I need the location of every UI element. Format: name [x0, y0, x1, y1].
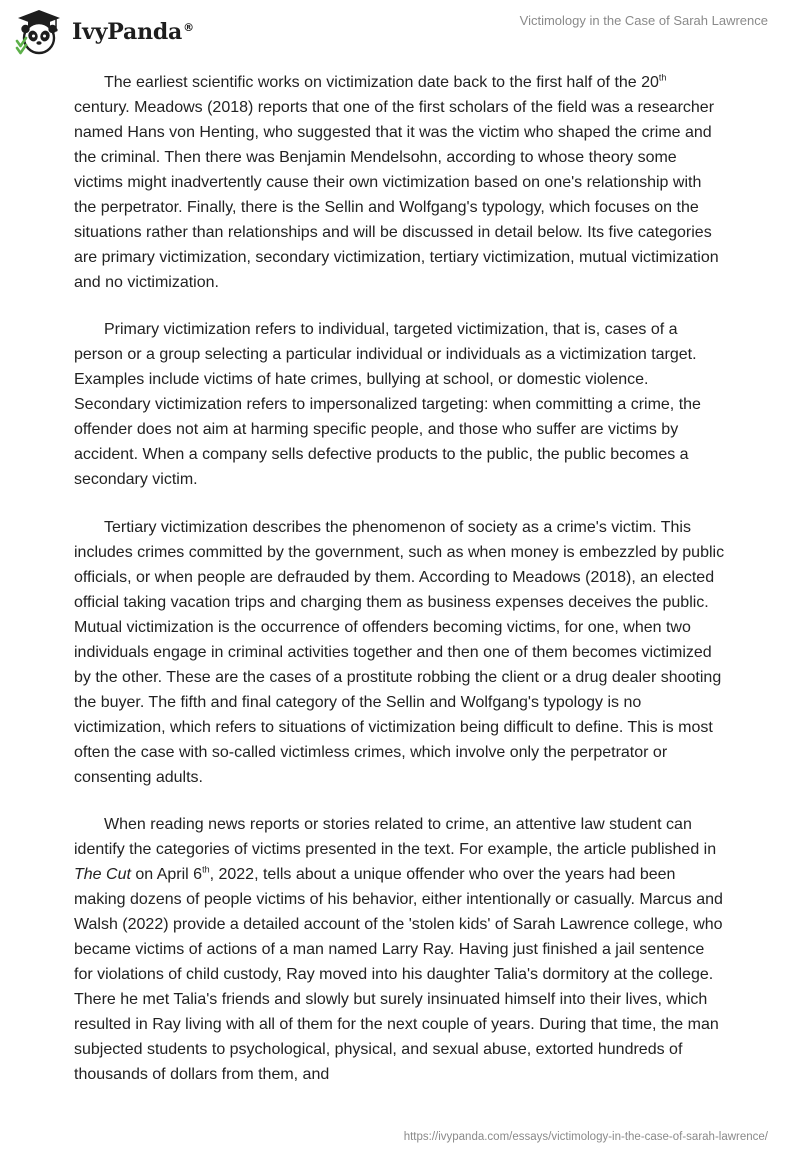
- body-paragraph: [74, 317, 726, 492]
- paragraph-text: Tertiary victimization describes the phenomenon of society as a crime's victim. This includes crimes committed by the government, such as when money is embezzled by public officials, or when people are defrauded by them. According to Meadows (2018), an elected official taking vacation trips and charging them as business expenses deceives the public. Mutual victimization is the occurrence of offenders becoming victims, for one, when two individuals engage in criminal activities together and then one of them becomes victimized by the other. These are the cases of a prostitute robbing the client or a drug dealer shooting the buyer. The fifth and final category of the Sellin and Wolfgang's typology is no victimization, which refers to situations of victimization being difficult to define. This is most often the case with so-called victimless crimes, which involve only the perpetrator or consenting adults.: [74, 518, 725, 786]
- paragraph-text: , 2022, tells about a unique offender who over the years had been making dozens of people victims of his behavior, either intentionally or casually. Marcus and Walsh (2022) provide a detailed account of the 'stolen kids' of Sarah Lawrence college, who became victims of actions of a man named Larry Ray. Having just finished a jail sentence for violations of child custody, Ray moved into his daughter Talia's dormitory at the college. There he met Talia's friends and slowly but surely insinuated himself into their lives, which resulted in Ray living with all of them for the next couple of years. During that time, the man subjected students to psychological, physical, and sexual abuse, extorted hundreds of thousands of dollars from them, and: [74, 866, 723, 1084]
- body-paragraph: [74, 812, 726, 1087]
- page-header: [0, 0, 800, 60]
- superscript: th: [658, 72, 667, 83]
- brand-name: [72, 21, 194, 43]
- essay-body: [74, 70, 726, 1087]
- paragraph-text: When reading news reports or stories related to crime, an attentive law student can identify the categories of victims presented in the text. For example, the article published in: [74, 816, 717, 859]
- superscript: th: [202, 864, 210, 875]
- footer-url[interactable]: https://ivypanda.com/essays/victimology-in-the-case-of-sarah-lawrence/: [403, 1131, 768, 1143]
- ivypanda-logo[interactable]: [14, 8, 194, 56]
- brand-name-text: IvyPanda: [72, 19, 183, 45]
- registered-mark: ®: [183, 20, 194, 34]
- paragraph-text: Primary victimization refers to individual, targeted victimization, that is, cases of a person or a group selecting a particular individual or individuals as a victimization target. Examples include victims of hate crimes, bullying at school, or domestic violence. Secondary victimization refers to impersonalized targeting: when committing a crime, the offender does not aim at harming specific people, and those who suffer are victims by accident. When a company sells defective products to the public, the public becomes a secondary victim.: [74, 321, 701, 489]
- paragraph-text: century. Meadows (2018) reports that one of the first scholars of the field was a researcher named Hans von Henting, who suggested that it was the victim who shaped the crime and the criminal. Then there was Benjamin Mendelsohn, according to whose theory some victims might inadvertently cause their own victimization based on one's relationship with the perpetrator. Finally, there is the Sellin and Wolfgang's typology, which focuses on the situations rather than relationships and will be discussed in detail below. Its five categories are primary victimization, secondary victimization, tertiary victimization, mutual victimization and no victimization.: [74, 99, 719, 291]
- document-title: Victimology in the Case of Sarah Lawrence: [519, 13, 768, 28]
- paragraph-text: on April 6: [130, 866, 203, 884]
- panda-graduate-logo-icon: [14, 8, 64, 56]
- body-paragraph: [74, 515, 726, 790]
- paragraph-text: The earliest scientific works on victimization date back to the first half of the 20: [104, 74, 659, 91]
- body-paragraph: [74, 70, 726, 295]
- publication-title: The Cut: [74, 866, 131, 884]
